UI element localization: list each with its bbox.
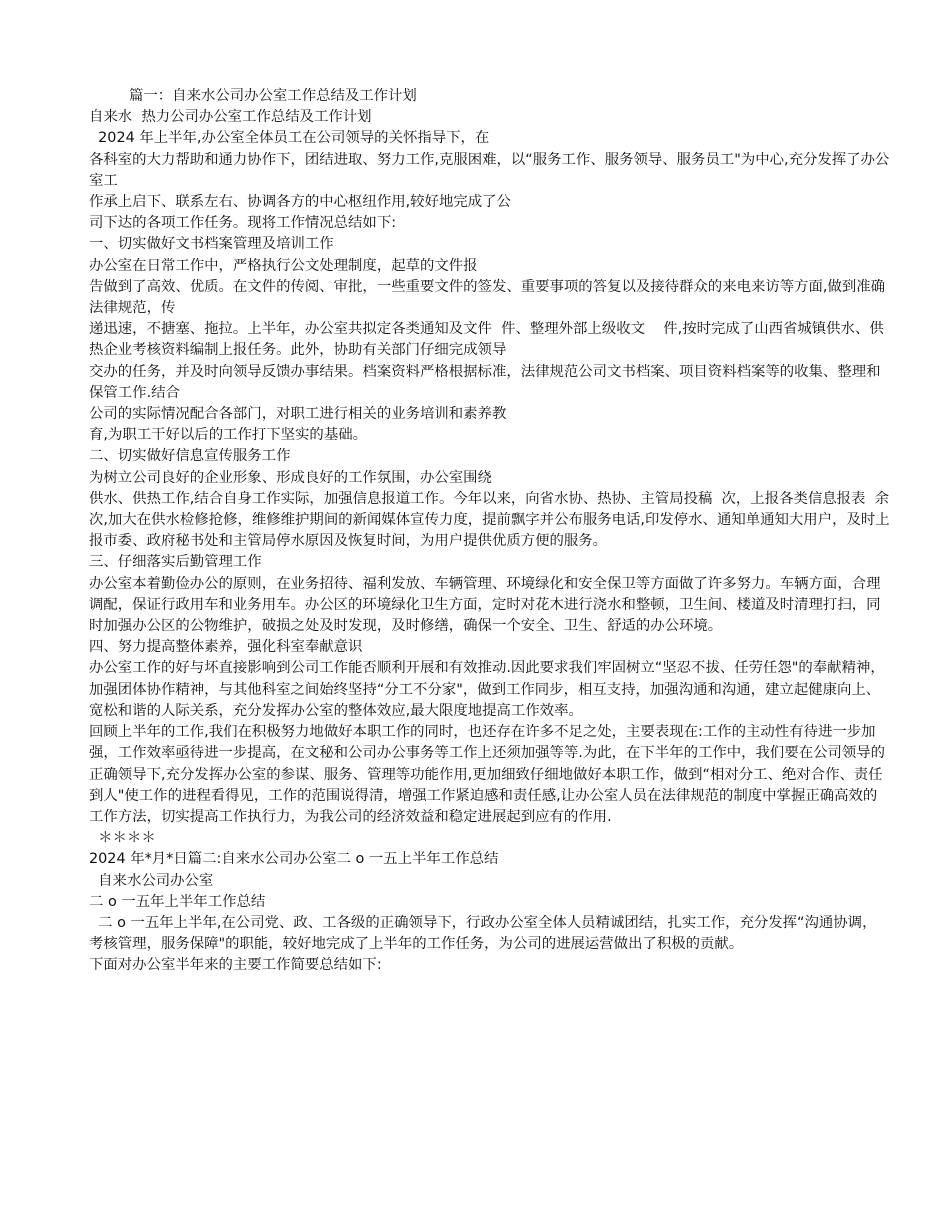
- text-line: 回顾上半年的工作,我们在积极努力地做好本职工作的同时，也还存在许多不足之处，主要表现在:工作的主动性有待进一步加强，工作效率亟待进一步提高，在文秘和公司办公事务等工作上还须加强等等.为此，在下半年的工作中，我们要在公司领导的正确领导下,充分发挥办公室的参谋、服务、管理等功能作用,更加细致仔细地做好本职工作，做到“相对分工、绝对合作、责任到人"使工作的进程看得见，工作的范围说得清，增强工作紧迫感和责任感,让办公室人员在法律规范的制度中掌握正确高效的工作方法，切实提高工作执行力，为我公司的经济效益和稳定进展起到应有的作用.: [89, 724, 886, 825]
- text-line: 供水、供热工作,结合自身工作实际，加强信息报道工作。今年以来，向省水协、热协、主管局投稿 次，上报各类信息报表 余次,加大在供水检修抢修，维修维护期间的新闻媒体宣传力度，提前飘字并公布服务电话,印发停水、通知单通知大用户，及时上报市委、政府秘书处和主管局停水原因及恢复时间，为用户提供优质方便的服务。: [89, 490, 890, 550]
- text-line: 2024 年上半年,办公室全体员工在公司领导的关怀指导下，在: [89, 130, 490, 147]
- text-line: 各科室的大力帮助和通力协作下，团结进取、努力工作,克服困难，以“服务工作、服务领导、服务员工"为中心,充分发挥了办公室工: [89, 151, 890, 189]
- text-line: ＊＊＊＊: [89, 830, 156, 847]
- text-line: 四、努力提高整体素养，强化科室奉献意识: [89, 639, 363, 656]
- text-line: 二 o 一五年上半年工作总结: [89, 893, 266, 910]
- text-line: 办公室本着勤俭办公的原则，在业务招待、福利发放、车辆管理、环境绿化和安全保卫等方面做了许多努力。车辆方面，合理调配，保证行政用车和业务用车。办公区的环境绿化卫生方面，定时对花木进行浇水和整顿，卫生间、楼道及时清理打扫，同时加强办公区的公物维护，破损之处及时发现，及时修缮，确保一个安全、卫生、舒适的办公环境。: [89, 575, 881, 635]
- text-line: 为树立公司良好的企业形象、形成良好的工作氛围，办公室围绕: [89, 469, 492, 486]
- text-line: 下面对办公室半年来的主要工作简要总结如下:: [89, 957, 382, 974]
- text-line: 作承上启下、联系左右、协调各方的中心枢纽作用,较好地完成了公: [89, 194, 511, 211]
- text-line: 办公室工作的好与坏直接影响到公司工作能否顺利开展和有效推动.因此要求我们牢固树立“坚忍不拔、任劳任怨"的奉献精神，加强团体协作精神，与其他科室之间始终坚持“分工不分家"，做到工作同步，相互支持，加强沟通和沟通，建立起健康向上、宽松和谐的人际关系，充分发挥办公室的整体效应,最大限度地提高工作效率。: [89, 660, 885, 719]
- text-line: 办公室在日常工作中，严格执行公文处理制度，起草的文件报: [89, 257, 478, 274]
- text-line: 自来水 热力公司办公室工作总结及工作计划: [89, 109, 372, 126]
- text-line: 自来水公司办公室: [89, 872, 214, 889]
- text-line: 三、仔细落实后勤管理工作: [89, 554, 262, 571]
- text-line: 一、切实做好文书档案管理及培训工作: [89, 236, 334, 253]
- text-line: 二、切实做好信息宣传服务工作: [89, 448, 291, 465]
- text-line: 司下达的各项工作任务。现将工作情况总结如下:: [89, 215, 397, 232]
- text-line: 2024 年*月*日篇二:自来水公司办公室二 o 一五上半年工作总结: [89, 851, 499, 868]
- text-line: 二 o 一五年上半年,在公司党、政、工各级的正确领导下，行政办公室全体人员精诚团结，扎实工作，充分发挥“沟通协调，考核管理，服务保障"的职能，较好地完成了上半年的工作任务，为公司的进展运营做出了积极的贡献。: [89, 914, 877, 953]
- text-line: 育,为职工干好以后的工作打下坚实的基础。: [89, 427, 367, 444]
- text-line: 篇一：自来水公司办公室工作总结及工作计划: [129, 88, 417, 104]
- text-line: 交办的任务，并及时向领导反馈办事结果。档案资料严格根据标准，法律规范公司文书档案、项目资料档案等的收集、整理和保管工作.结合: [89, 363, 881, 401]
- text-line: 告做到了高效、优质。在文件的传阅、审批，一些重要文件的签发、重要事项的答复以及接待群众的来电来访等方面,做到准确法律规范，传: [89, 278, 886, 317]
- text-line: 递迅速，不搪塞、拖拉。上半年，办公室共拟定各类通知及文件 件、整理外部上级收文 件,按时完成了山西省城镇供水、供热企业考核资料编制上报任务。此外，协助有关部门仔细完成领导: [89, 321, 884, 359]
- text-line: 公司的实际情况配合各部门，对职工进行相关的业务培训和素养教: [89, 406, 507, 423]
